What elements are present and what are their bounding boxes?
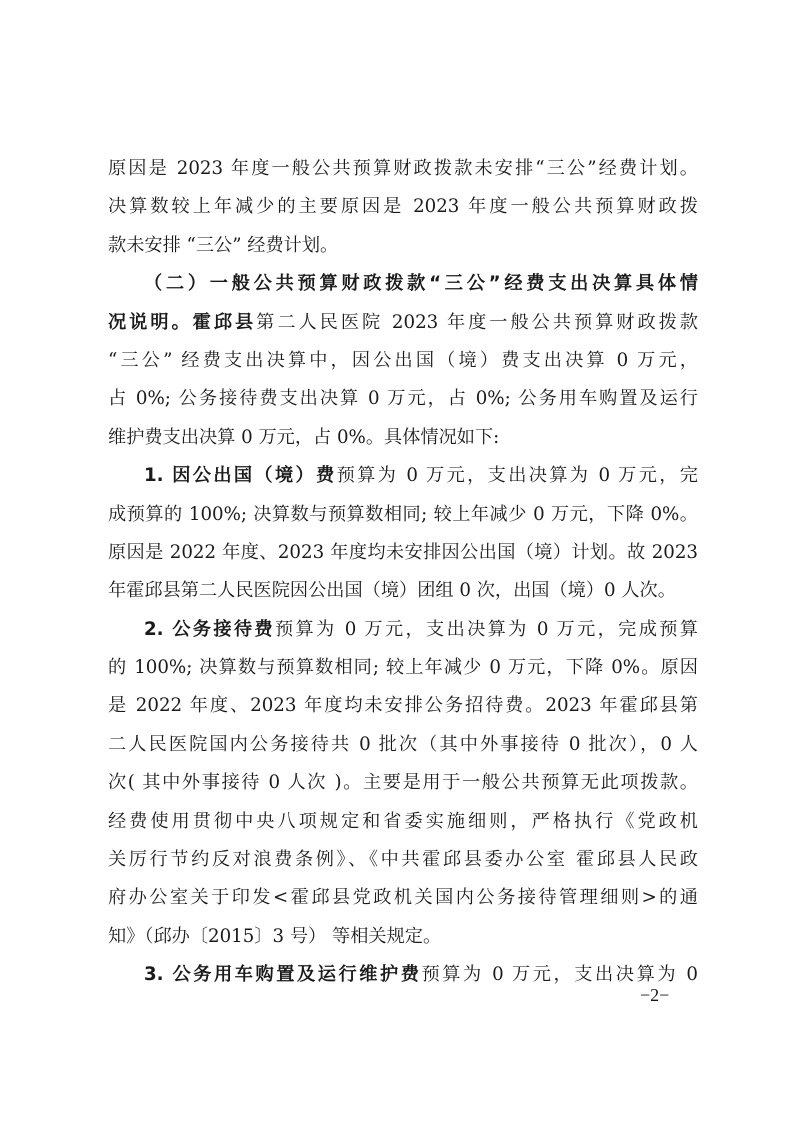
bold-heading-text: 1. 因公出国（境）费 — [144, 465, 337, 487]
text-line — [108, 496, 698, 534]
body-text: 维护费支出决算 0 万元，占 0%。具体情况如下: — [108, 426, 500, 448]
text-line — [108, 841, 698, 879]
text-line — [108, 649, 698, 687]
bold-heading-text: 况说明。霍邱县 — [108, 311, 257, 333]
text-line — [108, 342, 698, 380]
text-line — [108, 572, 698, 610]
bold-heading-text: 3. 公务用车购置及运行维护费 — [144, 964, 422, 986]
body-text: 年霍邱县第二人民医院因公出国（境）团组 0 次，出国（境）0 人次。 — [108, 580, 676, 602]
body-text: 预算为 0 万元，支出决算为 0 万元，完成预算 — [274, 618, 698, 640]
body-text: 次( 其中外事接待 0 人次 )。主要是用于一般公共预算无此项拨款。 — [108, 772, 698, 794]
text-line — [108, 265, 698, 303]
body-text: 知》（邱办〔2015〕3 号） 等相关规定。 — [108, 925, 442, 947]
text-line — [108, 879, 698, 917]
document-body — [108, 150, 698, 995]
body-text: 是 2022 年度、2023 年度均未安排公务招待费。2023 年霍邱县第 — [108, 695, 698, 717]
body-text: 款未安排 “三公” 经费计划。 — [108, 234, 339, 256]
page-number: −2− — [640, 985, 670, 1005]
bold-heading-text: 2. 公务接待费 — [144, 618, 275, 640]
body-text: 决算数较上年减少的主要原因是 2023 年度一般公共预算财政拨 — [108, 196, 698, 218]
bold-heading-text: （二）一般公共预算财政拨款“三公”经费支出决算具体情 — [144, 273, 698, 295]
body-text: 经费使用贯彻中央八项规定和省委实施细则，严格执行《党政机 — [108, 810, 698, 832]
body-text: 占 0%; 公务接待费支出决算 0 万元，占 0%; 公务用车购置及运行 — [108, 388, 698, 410]
body-text: 第二人民医院 2023 年度一般公共预算财政拨款 — [256, 311, 698, 333]
text-line — [108, 227, 698, 265]
text-line — [108, 726, 698, 764]
body-text: 预算为 0 万元，支出决算为 0 — [421, 964, 698, 986]
body-text: 的 100%; 决算数与预算数相同; 较上年减少 0 万元，下降 0%。原因 — [108, 657, 698, 679]
body-text: 成预算的 100%; 决算数与预算数相同; 较上年减少 0 万元，下降 0%。 — [108, 503, 698, 525]
text-line — [108, 687, 698, 725]
text-line — [108, 918, 698, 956]
body-text: 府办公室关于印发<霍邱县党政机关国内公务接待管理细则>的通 — [108, 887, 698, 909]
body-text: 关厉行节约反对浪费条例》、《中共霍邱县委办公室 霍邱县人民政 — [108, 849, 698, 871]
body-text: “三公” 经费支出决算中，因公出国（境）费支出决算 0 万元， — [108, 349, 698, 371]
text-line — [108, 304, 698, 342]
body-text: 原因是 2022 年度、2023 年度均未安排因公出国（境）计划。故 2023 — [108, 541, 698, 563]
text-line — [108, 803, 698, 841]
text-line — [108, 380, 698, 418]
text-line — [108, 956, 698, 994]
text-line — [108, 188, 698, 226]
text-line — [108, 611, 698, 649]
body-text: 原因是 2023 年度一般公共预算财政拨款未安排“三公”经费计划。 — [108, 158, 698, 179]
text-line — [108, 534, 698, 572]
text-line — [108, 457, 698, 495]
text-line — [108, 150, 698, 188]
body-text: 预算为 0 万元，支出决算为 0 万元，完 — [336, 465, 698, 487]
text-line — [108, 419, 698, 457]
body-text: 二人民医院国内公务接待共 0 批次（其中外事接待 0 批次），0 人 — [108, 733, 698, 755]
text-line — [108, 764, 698, 802]
